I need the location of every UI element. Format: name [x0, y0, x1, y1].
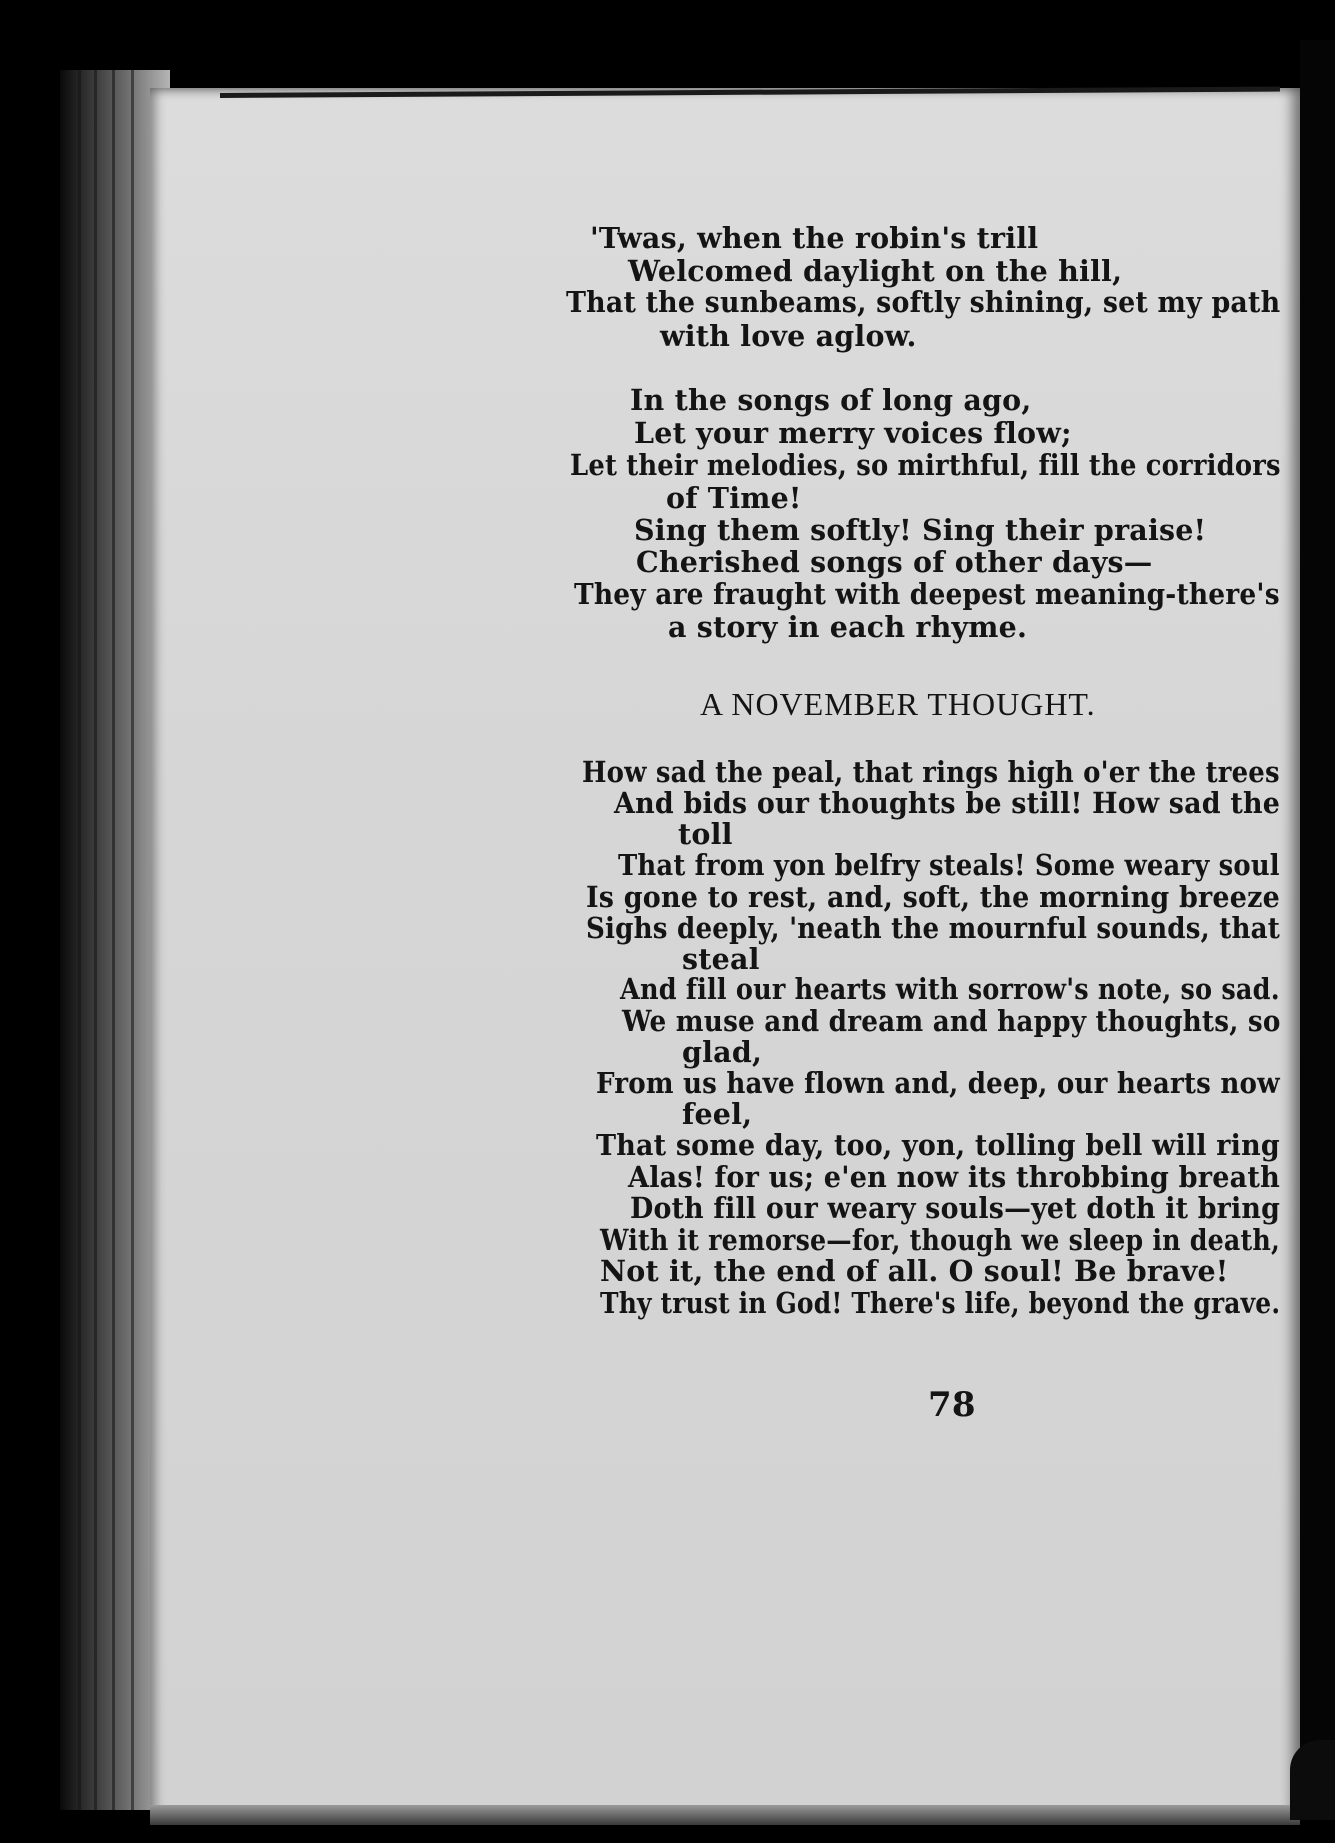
poem-line: From us have flown and, deep, our hearts now	[596, 1066, 1280, 1100]
verse-line: 'Twas, when the robin's trill	[590, 221, 1039, 255]
verse-line: of Time!	[666, 481, 802, 515]
poem-line: How sad the peal, that rings high o'er the trees	[582, 755, 1280, 789]
verse-line: Let their melodies, so mirthful, fill the corridors	[570, 448, 1281, 482]
verse-line: That the sunbeams, softly shining, set my path	[566, 285, 1281, 319]
poem-title: A NOVEMBER THOUGHT.	[700, 686, 1096, 722]
poem-line: steal	[682, 942, 760, 976]
poem-line: With it remorse—for, though we sleep in death,	[600, 1223, 1280, 1257]
verse-line: Cherished songs of other days—	[636, 545, 1153, 579]
verse-line: Welcomed daylight on the hill,	[628, 254, 1123, 288]
poem-line: Not it, the end of all. O soul! Be brave!	[600, 1254, 1229, 1288]
poem-line: And bids our thoughts be still! How sad the	[614, 786, 1281, 820]
poem-line: feel,	[682, 1097, 753, 1131]
poem-line: glad,	[682, 1035, 763, 1069]
verse-line: Let your merry voices flow;	[634, 416, 1072, 450]
poem-line: Is gone to rest, and, soft, the morning breeze	[586, 880, 1280, 914]
poem-line: And fill our hearts with sorrow's note, so sad.	[620, 972, 1280, 1006]
poem-line: That some day, too, yon, tolling bell will ring	[596, 1128, 1280, 1162]
verse-line: They are fraught with deepest meaning-there's	[574, 577, 1280, 611]
verse-line: In the songs of long ago,	[630, 383, 1032, 417]
poem-line: Thy trust in God! There's life, beyond the grave.	[600, 1286, 1281, 1320]
verse-line: with love aglow.	[660, 319, 917, 353]
poem-line: That from yon belfry steals! Some weary soul	[618, 848, 1280, 882]
verse-line: Sing them softly! Sing their praise!	[634, 513, 1207, 547]
poem-line: toll	[678, 817, 733, 851]
verse-line: a story in each rhyme.	[668, 610, 1028, 644]
poem-line: Sighs deeply, 'neath the mournful sounds, that	[586, 911, 1281, 945]
poem-line: Doth fill our weary souls—yet doth it bring	[630, 1191, 1281, 1225]
poem-line: We muse and dream and happy thoughts, so	[622, 1004, 1281, 1038]
page-number: 78	[928, 1385, 976, 1425]
poem-line: Alas! for us; e'en now its throbbing breath	[628, 1160, 1280, 1194]
